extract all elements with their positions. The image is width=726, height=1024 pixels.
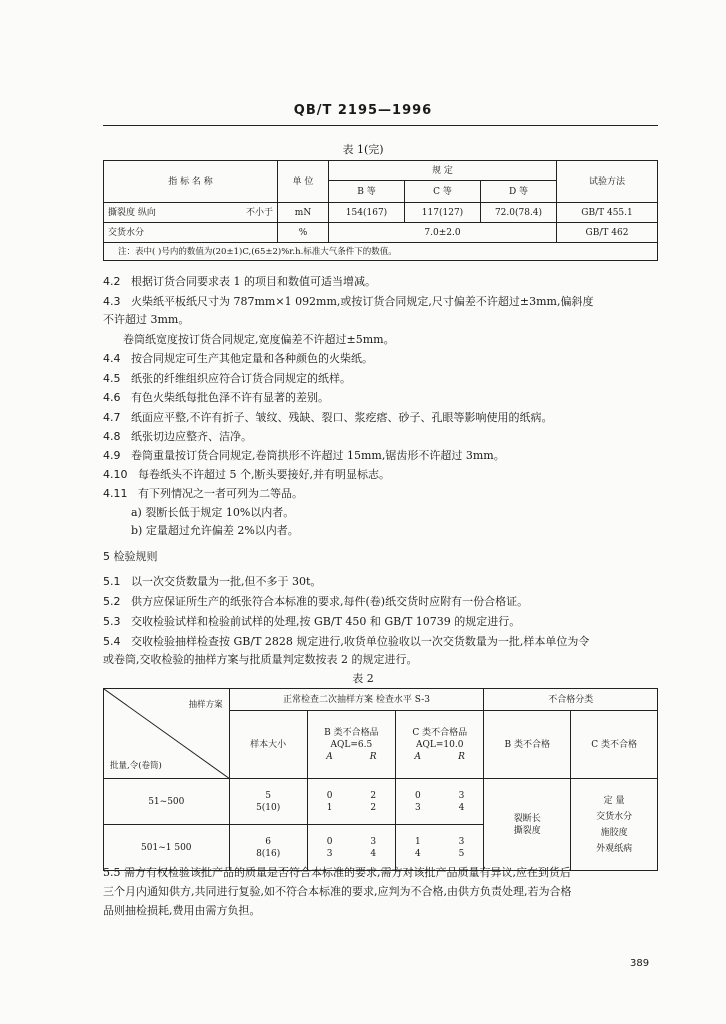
- para-text: 纸张的纤维组织应符合订货合同规定的纸样。: [131, 372, 351, 385]
- t2-b-re: R: [369, 751, 377, 762]
- para-5-5-line: 三个月内通知供方,共同进行复验,如不符合本标准的要求,应判为不合格,由供方负责处理,若为合格: [103, 885, 572, 898]
- t1-row1-name: 撕裂度 纵向: [104, 203, 213, 223]
- t1-row1-c: 117(127): [405, 203, 481, 223]
- para-text: 有色火柴纸每批色泽不许有显著的差别。: [131, 391, 329, 404]
- para-text: 火柴纸平板纸尺寸为 787mm×1 092mm,或按订货合同规定,尺寸偏差不许超过±3mm,偏斜度: [131, 295, 594, 308]
- t2-corner-top: 抽样方案: [188, 700, 223, 710]
- t2-value: 0: [326, 790, 333, 801]
- t2-row1-n1: 5: [265, 790, 272, 801]
- para-num: 5.4: [103, 635, 121, 648]
- para-num: 5.3: [103, 615, 121, 628]
- t2-value: 1: [415, 836, 421, 847]
- para-num: 5.2: [103, 595, 121, 608]
- t1-row1-method: GB/T 455.1: [557, 203, 658, 223]
- t1-grade-d: D 等: [481, 181, 557, 203]
- page-number: 389: [630, 958, 650, 969]
- t2-value: 5: [458, 848, 465, 859]
- t2-row1-n2: 5(10): [256, 802, 281, 813]
- t2-c-item: 定 量: [603, 795, 625, 806]
- t2-c-class-aql: AQL=10.0: [415, 739, 464, 750]
- para-5-5-line: 5.5 需方有权检验该批产品的质量是否符合本标准的要求,需方对该批产品质量有异议,应在到货后: [103, 866, 571, 879]
- t2-defect-header: 不合格分类: [484, 689, 658, 711]
- t2-row1-batch: 51~500: [104, 779, 230, 825]
- t1-row2-unit: %: [278, 223, 329, 243]
- t2-value: 0: [326, 836, 333, 847]
- t2-row2-n2: 8(16): [256, 848, 281, 859]
- t2-value: 3: [370, 836, 377, 847]
- t2-b-item: 裂断长: [513, 813, 541, 824]
- t1-indicator-header: 指 标 名 称: [104, 161, 278, 203]
- t1-note: 注：表中( )号内的数值为(20±1)C,(65±2)%r.h.标准大气条件下的数值。: [104, 243, 658, 261]
- t2-b-class: [307, 711, 395, 779]
- para-num: 4.4: [103, 352, 121, 365]
- para-text: 或卷筒,交收检验的抽样方案与批质量判定数按表 2 的规定进行。: [103, 653, 418, 666]
- para-num: 4.10: [103, 468, 128, 481]
- t2-row1-b: [307, 779, 395, 825]
- para-num: 4.6: [103, 391, 121, 404]
- t2-corner-cell: [104, 689, 230, 779]
- para-num: 4.9: [103, 449, 121, 462]
- t2-value: 3: [415, 802, 421, 813]
- para-num: 4.11: [103, 487, 128, 500]
- para-num: 4.3: [103, 295, 121, 308]
- para-text: 供方应保证所生产的纸张符合本标准的要求,每件(卷)纸交货时应附有一份合格证。: [131, 595, 529, 608]
- t1-row2-name: 交货水分: [104, 223, 278, 243]
- para-text: 卷筒重量按订货合同规定,卷筒拱形不许超过 15mm,锯齿形不许超过 3mm。: [131, 449, 505, 462]
- t2-c-class-title: C 类不合格品: [412, 727, 468, 738]
- t2-b-class-aql: AQL=6.5: [330, 739, 373, 750]
- t2-value: 0: [415, 790, 421, 801]
- header-rule: [103, 125, 658, 126]
- t2-row2-n1: 6: [265, 836, 272, 847]
- para-text: 交收检验抽样检查按 GB/T 2828 规定进行,收货单位验收以一次交货数量为一批,样本单位为令: [131, 635, 590, 648]
- t2-c-defect: C 类不合格: [571, 711, 658, 779]
- t2-corner-bottom: 批量,令(卷筒): [110, 761, 162, 771]
- para-text: 每卷纸头不许超过 5 个,断头要接好,并有明显标志。: [138, 468, 390, 481]
- table1-caption: 表 1(完): [342, 143, 384, 156]
- t2-b-ac: A: [326, 751, 333, 762]
- para-text: 纸张切边应整齐、洁净。: [131, 430, 252, 443]
- t2-b-items: [484, 779, 571, 871]
- t1-row1-qual: 不小于: [212, 203, 277, 223]
- t2-value: 4: [415, 848, 421, 859]
- t2-c-ac: A: [414, 751, 422, 762]
- t1-unit-header: 单 位: [278, 161, 329, 203]
- para-5-5-line: 品则抽检损耗,费用由需方负担。: [103, 904, 261, 917]
- t1-row1-d: 72.0(78.4): [481, 203, 557, 223]
- para-text: 按合同规定可生产其他定量和各种颜色的火柴纸。: [131, 352, 373, 365]
- t2-value: 4: [458, 802, 465, 813]
- t2-value: 3: [458, 790, 465, 801]
- para-text: 以一次交货数量为一批,但不多于 30t。: [131, 575, 322, 588]
- t2-row2-b: [307, 825, 395, 871]
- para-text: a) 裂断长低于规定 10%以内者。: [131, 506, 295, 519]
- t2-value: 4: [370, 848, 377, 859]
- t1-method-header: 试验方法: [557, 161, 658, 203]
- t2-value: 2: [370, 802, 377, 813]
- t2-row2-n: [229, 825, 307, 871]
- t2-c-item: 交货水分: [596, 811, 633, 822]
- t2-row1-c: [396, 779, 484, 825]
- para-text: 有下列情况之一者可列为二等品。: [138, 487, 303, 500]
- document-header: QB/T 2195—1996: [293, 103, 433, 118]
- para-text: b) 定量超过允许偏差 2%以内者。: [131, 524, 299, 537]
- table2-caption: 表 2: [352, 672, 374, 685]
- para-text: 不许超过 3mm。: [103, 313, 190, 326]
- para-text: 根据订货合同要求表 1 的项目和数值可适当增减。: [131, 275, 376, 288]
- para-text: 交收检验试样和检验前试样的处理,按 GB/T 450 和 GB/T 10739 的规定进行。: [131, 615, 521, 628]
- t1-row2-method: GB/T 462: [557, 223, 658, 243]
- t2-row2-c: [396, 825, 484, 871]
- t2-c-class: [396, 711, 484, 779]
- t2-value: 3: [326, 848, 333, 859]
- para-num: 4.2: [103, 275, 121, 288]
- t2-value: 1: [326, 802, 333, 813]
- para-num: 4.8: [103, 430, 121, 443]
- t2-sample-size: 样本大小: [229, 711, 307, 779]
- table2: [103, 688, 658, 871]
- t1-grade-b: B 等: [329, 181, 405, 203]
- t1-row2-value: 7.0±2.0: [329, 223, 557, 243]
- t2-c-item: 施胶度: [600, 827, 628, 838]
- t2-c-re: R: [458, 751, 465, 762]
- t2-value: 3: [458, 836, 465, 847]
- t2-row2-batch: 501~1 500: [104, 825, 230, 871]
- t2-c-items: [571, 779, 658, 871]
- t2-c-item: 外观纸病: [596, 843, 633, 854]
- t2-b-item: 撕裂度: [513, 825, 541, 836]
- t1-grade-c: C 等: [405, 181, 481, 203]
- t2-plan-header: 正常检查二次抽样方案 检查水平 S-3: [229, 689, 484, 711]
- para-text: 卷筒纸宽度按订货合同规定,宽度偏差不许超过±5mm。: [123, 333, 395, 346]
- t1-row1-b: 154(167): [329, 203, 405, 223]
- t1-row1-unit: mN: [278, 203, 329, 223]
- para-num: 4.7: [103, 411, 121, 424]
- section5-title: 5 检验规则: [103, 550, 158, 563]
- para-num: 5.1: [103, 575, 121, 588]
- t2-value: 2: [370, 790, 377, 801]
- t2-b-class-title: B 类不合格品: [324, 727, 379, 738]
- t1-spec-header: 规 定: [329, 161, 557, 181]
- table1: [103, 160, 658, 261]
- t2-row1-n: [229, 779, 307, 825]
- para-text: 纸面应平整,不许有折子、皱纹、残缺、裂口、浆疙瘩、砂子、孔眼等影响使用的纸病。: [131, 411, 553, 424]
- t2-b-defect: B 类不合格: [484, 711, 571, 779]
- para-num: 4.5: [103, 372, 121, 385]
